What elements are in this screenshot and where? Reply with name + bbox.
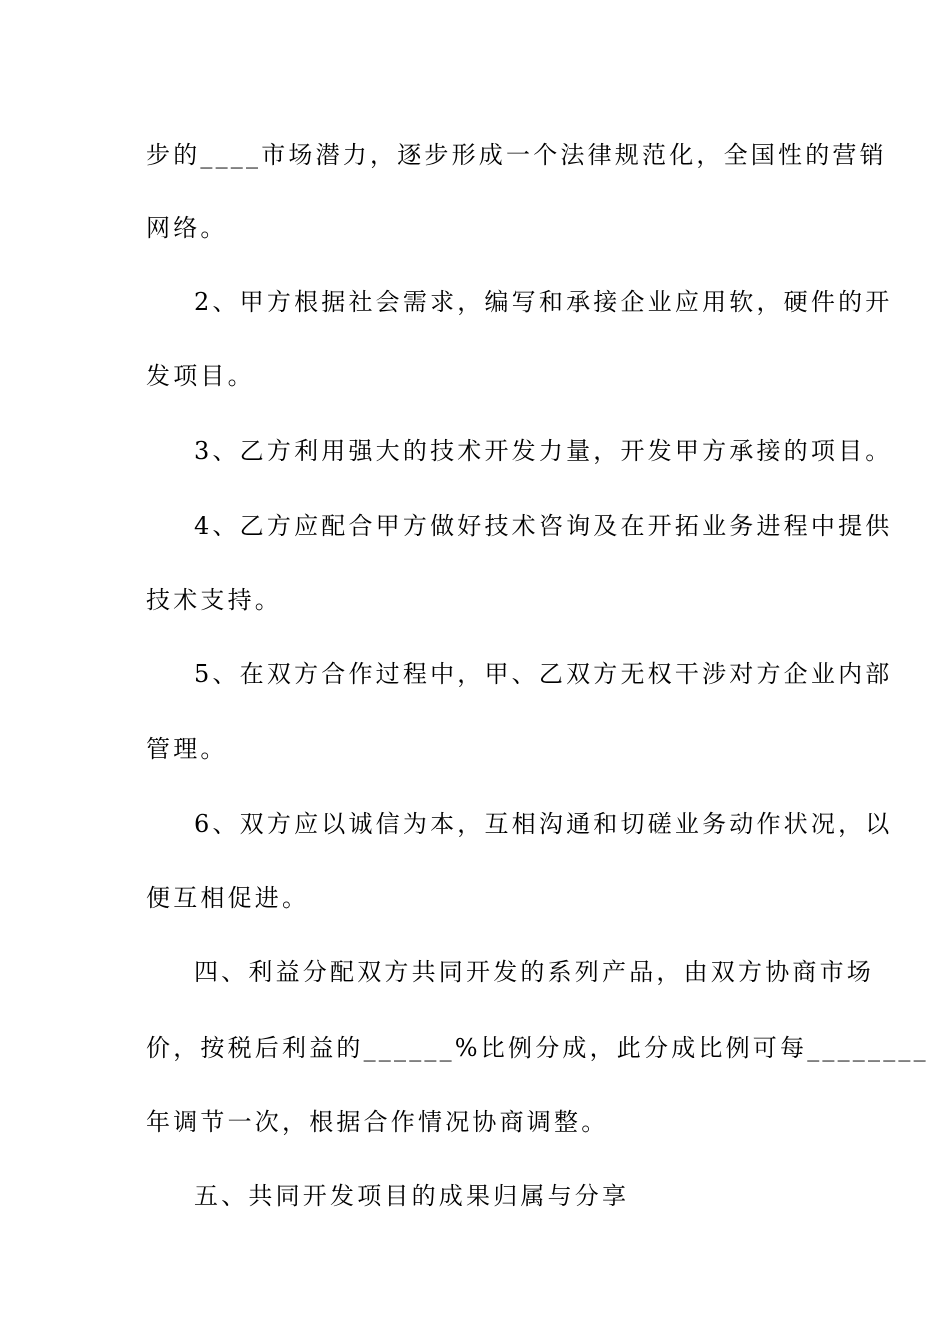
section-heading-line: 五、共同开发项目的成果归属与分享 <box>194 1182 630 1210</box>
paragraph-line: 管理。 <box>146 735 228 763</box>
paragraph-line: 年调节一次，根据合作情况协商调整。 <box>146 1108 609 1136</box>
paragraph-line: 5、在双方合作过程中，甲、乙双方无权干涉对方企业内部 <box>194 660 893 688</box>
paragraph-line: 价，按税后利益的______%比例分成，此分成比例可每________ <box>146 1034 929 1062</box>
paragraph-line: 网络。 <box>146 214 228 242</box>
paragraph-line: 便互相促进。 <box>146 884 310 912</box>
paragraph-line: 步的____市场潜力，逐步形成一个法律规范化，全国性的营销 <box>146 141 887 169</box>
paragraph-line: 技术支持。 <box>146 586 282 614</box>
paragraph-line: 2、甲方根据社会需求，编写和承接企业应用软，硬件的开 <box>194 288 893 316</box>
paragraph-line: 发项目。 <box>146 362 255 390</box>
section-heading-line: 四、利益分配双方共同开发的系列产品，由双方协商市场 <box>194 958 874 986</box>
paragraph-line: 3、乙方利用强大的技术开发力量，开发甲方承接的项目。 <box>194 437 893 465</box>
paragraph-line: 6、双方应以诚信为本，互相沟通和切磋业务动作状况，以 <box>194 810 893 838</box>
paragraph-line: 4、乙方应配合甲方做好技术咨询及在开拓业务进程中提供 <box>194 512 893 540</box>
